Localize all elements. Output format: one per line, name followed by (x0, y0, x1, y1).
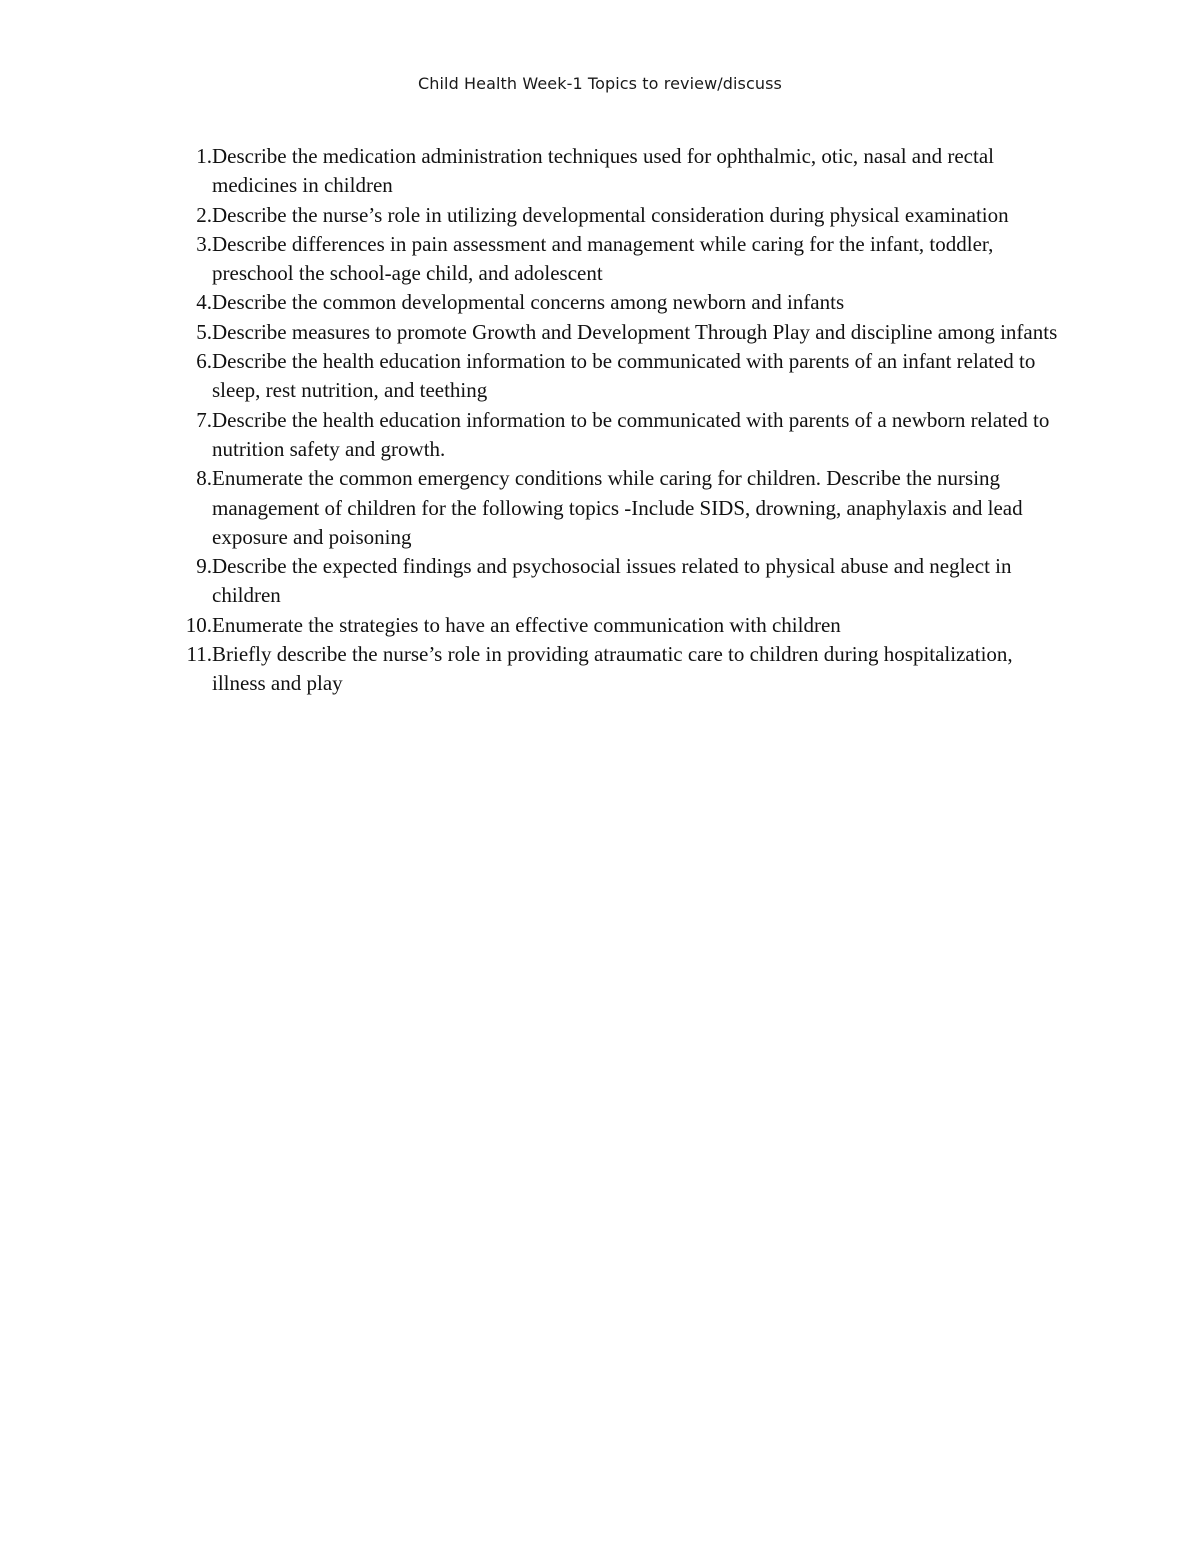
list-item-number: 8. (196, 466, 212, 491)
list-item-number: 7. (196, 407, 212, 432)
list-item-text: Briefly describe the nurse’s role in providing atraumatic care to children during hospitalization, illness and play (212, 642, 1013, 696)
list-item-text: Describe the health education information to be communicated with parents of an infant related to sleep, rest nutrition, and teething (212, 349, 1036, 403)
list-item (160, 611, 1070, 640)
list-item (160, 640, 1070, 699)
list-item-text: Describe the expected findings and psychosocial issues related to physical abuse and neglect in children (212, 554, 1012, 608)
page-title: Child Health Week-1 Topics to review/discuss (417, 74, 782, 93)
list-item (160, 142, 1070, 201)
list-item-number: 11. (186, 642, 212, 667)
list-item (160, 552, 1070, 611)
list-item-text: Enumerate the common emergency conditions while caring for children. Describe the nursing management of children for the following topics -Include SIDS, drowning, anaphylaxis and lead exposure and poisoning (212, 466, 1023, 549)
list-item-number: 5. (196, 319, 212, 344)
list-item-number: 6. (196, 349, 212, 374)
list-item (160, 464, 1070, 552)
list-item-text: Describe differences in pain assessment and management while caring for the infant, toddler, preschool the school-age child, and adolescent (212, 231, 994, 286)
list-item (160, 347, 1070, 406)
list-item (160, 288, 1070, 317)
list-item-text: Describe the health education information to be communicated with parents of a newborn related to nutrition safety and growth. (212, 407, 1050, 461)
list-item-text: Describe the medication administration techniques used for ophthalmic, otic, nasal and rectal medicines in children (212, 144, 994, 198)
list-item-number: 3. (196, 231, 212, 256)
topic-list (160, 142, 1070, 699)
list-item-text: Describe the common developmental concerns among newborn and infants (212, 290, 845, 315)
list-item-text: Enumerate the strategies to have an effective communication with children (212, 612, 841, 637)
list-item-text: Describe measures to promote Growth and Development Through Play and discipline among infants (212, 319, 1058, 344)
list-item-number: 2. (196, 202, 212, 227)
list-item-number: 9. (196, 554, 212, 579)
list-item-text: Describe the nurse’s role in utilizing developmental consideration during physical examination (212, 202, 1009, 227)
list-item-number: 10. (185, 612, 212, 637)
list-item (160, 406, 1070, 465)
list-item-number: 4. (196, 290, 212, 315)
list-item (160, 201, 1070, 230)
list-item-number: 1. (196, 144, 212, 168)
list-item (160, 318, 1070, 347)
list-item (160, 230, 1070, 289)
